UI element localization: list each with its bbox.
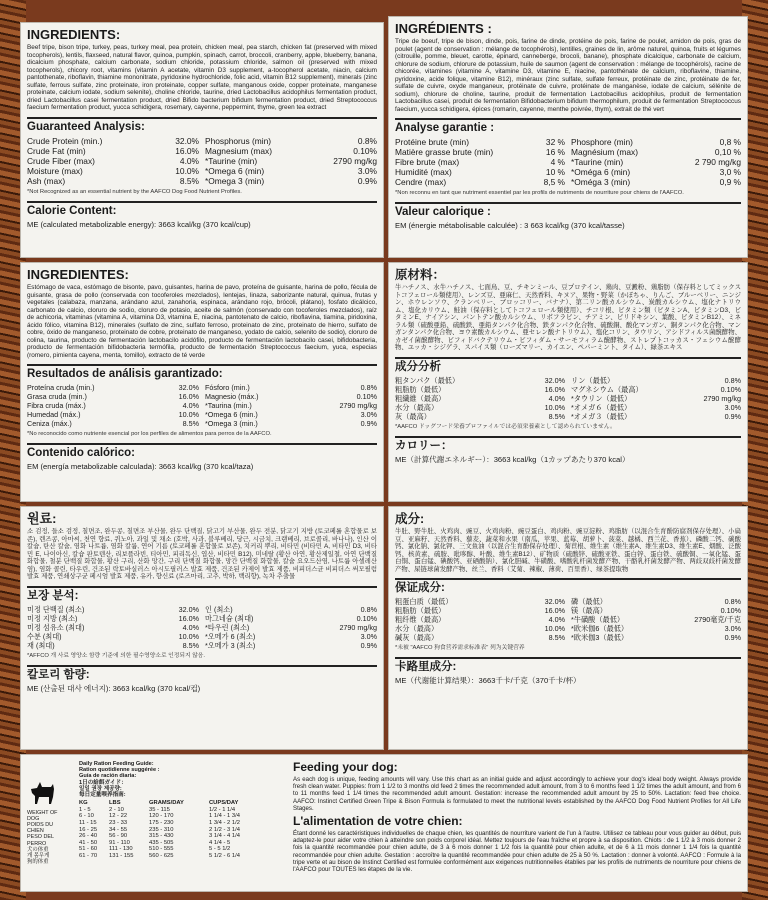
calorie-text-es: EM (energía metabolizable calculada): 3663 kcal/kg (370 kcal/taza)	[27, 462, 254, 471]
ga-table-ko	[27, 605, 377, 650]
ga-row: *오메가 6 (최소) 3.0%	[205, 631, 377, 641]
ga-row: 磷（最低） 0.8%	[571, 597, 741, 606]
spanish-panel	[20, 262, 384, 502]
ingredients-heading-ko: 원료:	[27, 511, 57, 526]
ga-row: 인 (최소) 0.8%	[205, 604, 377, 614]
ga-heading-ja: 成分分析	[395, 357, 741, 374]
ga-row: 미정 섬유소 (최대) 4.0%	[27, 622, 199, 632]
ga-row: マグネシウム（最高） 0.10%	[571, 384, 741, 394]
dog-weight-block	[27, 779, 61, 865]
ga-row: Crude Fat (min) 16.0%	[27, 145, 199, 156]
aafco-note-ko: *AFFCO 개 사료 영양소 함량 기준에 의한 필수영양소로 인정되지 않음.	[27, 652, 206, 659]
ga-row: Moisture (max) 10.0%	[27, 165, 199, 176]
guide-title: 1日の給餌ガイド：	[79, 779, 127, 786]
table-row: 16 - 25 34 - 55 235 - 310 2 1/2 - 3 1/4	[79, 826, 240, 833]
ga-heading-zh: 保证成分:	[395, 578, 741, 595]
ga-heading-fr: Analyse garantie :	[395, 118, 741, 135]
ga-row: 수분 (최대) 10.0%	[27, 631, 199, 641]
ga-row: *Omega 3 (min.) 0.9%	[205, 419, 377, 428]
ga-row: *Taurine (min) 2790 mg/kg	[205, 155, 377, 166]
table-header: KG LBS GRAMS/DAY CUPS/DAY	[79, 800, 239, 807]
calorie-heading-ko: 칼로리 함량:	[27, 665, 377, 682]
ingredients-text-zh: 牛肚、野牛肚、火鸡肉、豌豆、火鸡肉粉、豌豆蛋白、鸡肉粉、豌豆淀粉、鸡脂肪（以混合生育酚防腐剂保存处理）、小扁豆、亚麻籽、天然香料、藜麦、蔬菜和水果（南瓜、苹果、蓝莓、胡萝卜、菠菜、越橘、西兰花、香蕉）、磷酸二钙、碳酸钙、氯化钠、氯化钾、三文鱼油（以混合生育酚保存处理）、菊苣根、维生素（维生素A、维生素D3、维生素E、烟酸、泛酸钙、核黄素、硫胺、吡哆醇、叶酸、维生素B12）、矿物质（硫酸锌、硫酸亚铁、蛋白锌、蛋白铁、硫酸铜、一氧化锰、蛋白铜、蛋白锰、碘酸钙、亚硒酸钠）、氯化胆碱、牛磺酸、嗜酸乳杆菌发酵产物、干酪乳杆菌发酵产物、两歧双歧杆菌发酵产物、屎链球菌发酵产物、丝兰、香料（艾菊、辣椒、薄荷、百里香）、绿茶提取物	[395, 528, 741, 573]
ga-row: Protéine brute (min) 32 %	[395, 137, 565, 147]
table-row: 26 - 40 56 - 90 315 - 430 3 1/4 - 4 1/4	[79, 833, 240, 840]
ga-row: Magnésium (max) 0,10 %	[571, 147, 741, 157]
aafco-note-zh: *未被 "AAFCO 狗食营养需求标准表" 列为关键营养	[395, 645, 525, 651]
ga-table-en	[27, 136, 377, 186]
ga-row: *欧米伽6（最低） 3.0%	[571, 624, 741, 633]
ga-row: Humedad (máx.) 10.0%	[27, 410, 199, 419]
ingredients-text-en: Beef tripe, bison tripe, turkey, peas, turkey meal, pea protein, chicken meal, pea starch, chicken fat (preserved with mixed tocopherols), lentils, flaxseed, natural flavor, quinoa, pumpkin, spinach, carrot, broccoli, cranberry, apple, blueberry, banana, dicalcium phosphate, calcium carbonate, sodium chloride, potassium chloride, salmon oil (preserved with mixed tocopherols), chicory root, vitamins (vitamin A acetate, vitamin D3 supplement, a-tocopherol acetate, niacin, calcium pantothenate, riboflavin, thiamine mononitrate, pyridoxine hydrochloride, folic acid, vitamin B12 supplement), minerals (zinc sulfate, ferrous sulfate, zinc proteinate, iron proteinate, copper sulfate, manganous oxide, copper proteinate, manganese proteinate, calcium iodate, sodium selenite), choline chloride, taurine, dried Lactobacillus acidophilus fermentation product, dried Lactobacillus casei fermentation product, dried Bifido bacterium bifidum fermentation product, dried Streptococcus faecium fermentation product, yucca schidigera, rosemary, cayenne, peppermint, thyme, green tea extract	[27, 44, 377, 111]
english-panel	[20, 22, 384, 258]
chinese-panel	[388, 506, 748, 750]
ga-row: 粗タンパク（最低） 32.0%	[395, 375, 565, 385]
ga-row: Ash (max) 8.5%	[27, 175, 199, 186]
weight-label: POIDS DU CHIEN	[27, 822, 54, 835]
ga-row: 粗蛋白质（最低） 32.0%	[395, 597, 565, 606]
feeding-text-en: As each dog is unique, feeding amounts will vary. Use this chart as an initial guide and adjust accordingly to achieve your dog's ideal body weight. Always provide fresh clean water. Puppies: from 1 1/2 to 3 months old feed 2 times the recommended adult amount, from 3 to 6 months feed 1 1/2 times the adult amount, and from 6 to 11 months feed 1 1/4 times the recommended adult amount. Gestation: increase the recommended adult amount by 25 to 50%. Lactation: feed free choice. AAFCO: Instinct Certified Green Tripe & Bison Formula is formulated to meet the nutritional levels established by the AAFCO Dog Food Nutrient Profiles for All Life Stages.	[293, 776, 741, 812]
feeding-guide-table	[27, 761, 285, 892]
ga-row: Fibre brute (max) 4 %	[395, 157, 565, 167]
calorie-heading-ja: カロリー：	[395, 436, 741, 453]
ga-row: 미정 단백질 (최소) 32.0%	[27, 604, 199, 614]
japanese-panel	[388, 262, 748, 502]
guide-title: Daily Ration Feeding Guide:	[79, 761, 154, 767]
ga-row: 灰（最高） 8.5%	[395, 411, 565, 421]
ga-table-ja	[395, 376, 741, 421]
feeding-text-fr: Étant donné les caractéristiques individuelles de chaque chien, les quantités de nourriture varient de l'un à l'autre. Utilisez ce tableau pour vous guider au début, puis adaptez-le pour aider votre chien à atteindre son poids corporel idéal. Mettez toujours de l'eau fraîche et propre à sa disposition. Chiots : de 1 1/2 à 3 mois donner 2 fois la quantité recommandée pour chien adulte, de 3 à 6 mois donner 1 1/2 fois la quantité pour chien adulte, et de 6 à 11 mois donner 1 1/4 fois la quantité recommandée pour chien adulte. Gestation : accroître la quantité recommandée pour chien adulte de 25 à 50 %. Lactation : donner à volonté. AAFCO : Formule à la tripe verte et au bison de Instinct Certified est formulée conformément aux exigences nutritionnelles établies par les profils de nutriments de nourriture pour chiens de l'AAFCO pour TOUTES les étapes de la vie.	[293, 830, 741, 874]
calorie-text-ko: ME (산출된 대사 에너지): 3663 kcal/kg (370 kcal/컵)	[27, 683, 201, 693]
ga-row: *Oméga 6 (min) 3,0 %	[571, 167, 741, 177]
ga-row: Ceniza (máx.) 8.5%	[27, 419, 199, 428]
feeding-heading-en: Feeding your dog:	[293, 760, 398, 774]
ga-row: *Omega 3 (min) 0.9%	[205, 175, 377, 186]
ga-row: Phosphore (min) 0,8 %	[571, 137, 741, 147]
table-row: 41 - 50 91 - 110 435 - 505 4 1/4 - 5	[79, 839, 231, 846]
ga-row: 水分（最高） 10.0%	[395, 624, 565, 633]
calorie-text-fr: EM (énergie métabolisable calculée) : 3 663 kcal/kg (370 kcal/tasse)	[395, 221, 625, 230]
calorie-heading-en: Calorie Content:	[27, 201, 377, 218]
ga-row: *牛磺酸（最低） 2790毫克/千克	[571, 615, 741, 624]
ingredients-heading-ja: 原材料：	[395, 268, 446, 282]
ingredients-heading-en: INGREDIENTS:	[27, 27, 121, 42]
ingredients-heading-es: INGREDIENTES:	[27, 267, 129, 282]
guide-title: 일일 권장 제공량:	[79, 785, 122, 792]
ga-table-es	[27, 383, 377, 428]
ga-row: Grasa cruda (min.) 16.0%	[27, 392, 199, 401]
ga-row: Phosphorus (min) 0.8%	[205, 135, 377, 146]
table-row: 61 - 70 131 - 155 560 - 625 5 1/2 - 6 1/4	[79, 852, 240, 859]
ga-row: 粗脂肪（最低） 16.0%	[395, 384, 565, 394]
weight-label: 개 몸무게	[27, 853, 50, 860]
table-row: 1 - 5 2 - 10 35 - 115 1/2 - 1 1/4	[79, 806, 236, 813]
calorie-heading-fr: Valeur calorique :	[395, 202, 741, 219]
ga-row: *Oméga 3 (min) 0,9 %	[571, 177, 741, 187]
ga-row: 粗纤维（最高） 4.0%	[395, 615, 565, 624]
ga-row: Magnesium (max) 0.10%	[205, 145, 377, 156]
ga-row: 粗脂肪（最低） 16.0%	[395, 606, 565, 615]
ga-row: *オメガ６（最低） 3.0%	[571, 402, 741, 412]
weight-label: 犬の体重	[27, 846, 49, 853]
ga-row: 碱灰（最高） 8.5%	[395, 633, 565, 642]
table-row: 51 - 60 111 - 130 510 - 555 5 - 5 1/2	[79, 846, 231, 853]
feeding-heading-fr: L'alimentation de votre chien:	[293, 814, 463, 829]
ga-row: 재 (최대) 8.5%	[27, 640, 199, 650]
ga-row: Matière grasse brute (min) 16 %	[395, 147, 565, 157]
ga-row: *Taurine (min) 2 790 mg/kg	[571, 157, 741, 167]
ingredients-text-fr: Tripe de boeuf, tripe de bison, dinde, pois, farine de dinde, protéine de pois, farine de poulet, amidon de pois, gras de poulet (agent de conservation : mélange de tocophérols), lentilles, graines de lin, arôme naturel, quinoa, fruits et légumes (citrouille, pomme, bleuet, carotte, épinard, canneberge, brocoli, banane), phosphate dicalcique, carbonate de calcium, chlorure de sodium, chlorure de potassium, huile de saumon (agent de conservation : mélange de tocophérols), racine de chicorée, vitamines (vitamine A, vitamine D3, vitamine E, niacine, pantothénate de calcium, riboflavine, thiamine, pyridoxine, acide folique, vitamine B12), minéraux (zinc sulfate, sulfate ferreux, protéinate de zinc, protéinate de fer, sulfate de cuivre, oxyde manganeux, protéinate de cuivre, protéinate de manganèse, iodate de calcium, sélénite de sodium), chlorure de choline, taurine, produit de fermentation Lactobacillus acidophilus, produit de fermentation Lactobacillus casei, produit de fermentation Bifidobacterium bifidum thermophilum, produit de fermentation Streptococcus faecium, yucca schidigera, épices (romarin, cayenne, menthe poivrée, thym), extrait de thé vert	[395, 38, 741, 113]
ga-row: 마그네슘 (최대) 0.10%	[205, 613, 377, 623]
calorie-text-ja: ME（計算代謝エネルギー）：3663 kcal/kg（1カップあたり370 kcal）	[395, 454, 630, 464]
aafco-note-ja: *AAFCO ドッグフード栄養プロファイルでは必須栄養素として認められていません。	[395, 423, 616, 430]
ga-row: Magnesio (máx.) 0.10%	[205, 392, 377, 401]
aafco-note-en: *Not Recognized as an essential nutrient by the AAFCO Dog Food Nutrient Profiles.	[27, 188, 242, 195]
ga-row: Humidité (max) 10 %	[395, 167, 565, 177]
feeding-panel	[20, 754, 748, 892]
ga-row: Proteína cruda (min.) 32.0%	[27, 383, 199, 392]
ingredients-text-ko: 소 검정, 들소 검정, 칠면조, 완두콩, 칠면조 부산물, 완두 단백질, 닭고기 부산물, 완두 전분, 닭고기 지방 (토코페롤 혼합물로 보존), 렌즈콩, 아마씨, 천연 향료, 퀴노아, 과일 및 채소 (호박, 사과, 블루베리, 당근, 시금치, 크랜베리, 브로콜리, 바나나), 인산 이칼슘, 탄산 칼슘, 염화 나트륨, 염화 칼륨, 연어 기름 (토코페롤 혼합물로 보존), 치커리 뿌리, 비타민 (비타민 A, 비타민 D3, 비타민 E, 나이아신, 칼슘 판토텐산, 리보플라빈, 티아민, 피리독신, 엽산, 비타민 B12), 미네랄 (황산 아연, 황산제일철, 아연 단백질 화합물, 철분 단백질 화합물, 황산 구리, 산화 망간, 구리 단백질 화합물, 망간 단백질 화합물, 칼슘 요오드산염, 나트륨 아셀레산염), 염화 콜린, 타우린, 건조된 락토바실러스 아시도필러스 발효 제품, 건조된 카제이 발효 제품, 비피더스균 비피더스 써모필럼 발효 제품, 연쇄상구균 페시엄 발효 제품, 유카, 향신료 (로즈마리, 고추, 박하, 백리향), 녹차 추출물	[27, 528, 377, 580]
weight-label: PESO DEL PERRO	[27, 834, 54, 847]
dog-icon	[27, 779, 57, 805]
ga-row: Cendre (max) 8,5 %	[395, 177, 565, 187]
ga-row: *Omega 6 (min) 3.0%	[205, 165, 377, 176]
ga-row: 镁（最高） 0.10%	[571, 606, 741, 615]
ga-row: Fibra cruda (máx.) 4.0%	[27, 401, 199, 410]
ga-row: *타우린 (최소) 2790 mg/kg	[205, 622, 377, 632]
feeding-instructions	[293, 760, 741, 873]
weight-label: 狗的体重	[27, 859, 49, 866]
ga-row: *Omega 6 (min.) 3.0%	[205, 410, 377, 419]
table-row: 6 - 10 12 - 22 120 - 170 1 1/4 - 1 3/4	[79, 813, 240, 820]
ga-row: *오메가 3 (최소) 0.9%	[205, 640, 377, 650]
calorie-heading-es: Contenido calórico:	[27, 443, 377, 460]
ga-heading-en: Guaranteed Analysis:	[27, 117, 377, 134]
table-row: 11 - 15 23 - 33 175 - 230 1 3/4 - 2 1/2	[79, 820, 240, 826]
guide-title: Ration quotidienne suggérée :	[79, 767, 160, 774]
ga-table-fr	[395, 137, 741, 187]
ga-row: *オメガ３（最低） 0.9%	[571, 411, 741, 421]
ga-table-zh	[395, 597, 741, 642]
calorie-text-en: ME (calculated metabolizable energy): 3663 kcal/kg (370 kcal/cup)	[27, 219, 251, 229]
ga-row: 水分（最高） 10.0%	[395, 402, 565, 412]
guide-title: Guía de ración diaria:	[79, 773, 137, 780]
french-panel	[388, 16, 748, 258]
ga-heading-ko: 보장 분석:	[27, 586, 377, 603]
ga-heading-es: Resultados de análisis garantizado:	[27, 364, 377, 381]
ga-row: Fósforo (min.) 0.8%	[205, 383, 377, 392]
korean-panel	[20, 506, 384, 750]
calorie-heading-zh: 卡路里成分:	[395, 657, 741, 674]
ga-row: *タウリン（最低） 2790 mg/kg	[571, 393, 741, 403]
ingredients-heading-zh: 成分:	[395, 512, 425, 526]
ingredients-text-es: Estómago de vaca, estómago de bisonte, pavo, guisantes, harina de pavo, proteína de guisante, harina de pollo, fécula de guisante, grasa de pollo (conservada con tocoferoles mezclados), lentejas, linaza, saborizante natural, quinua, frutas y vegetales (calabaza, manzana, arándano azul, zanahoria, espinaca, arándano rojo, brócoli, plátano), fosfato dicálcico, carbonato de calcio, cloruro de sodio, cloruro de potasio, aceite de salmón (conservado con tocoferoles mezclados), raíz de achicoria, vitaminas (vitamina A, vitamina D3, vitamina E, niacina, pantotenato de calcio, riboflavina, tiamina, piridoxina, ácido fólico, vitamina B12), minerales (sulfato de zinc, sulfato ferroso, proteinato de zinc, proteinato de hierro, sulfato de cobre, óxido de manganeso, proteinato de cobre, proteinato de manganeso, yodato de calcio, selenito de sodio), cloruro de colina, taurina, producto de fermentación lactobacilo acidófilo, producto de fermentación lactobacilo casei, bifidobacteria, producto de fermentación bifidobacteria termófila, producto de fermentación Streptococcus faecium, yuca, especias (romero, pimienta cayena, menta, tomillo), extracto de té verde	[27, 284, 377, 359]
ingredients-heading-fr: INGRÉDIENTS :	[395, 21, 492, 36]
ga-row: Crude Fiber (max) 4.0%	[27, 155, 199, 166]
aafco-note-fr: *Non reconnu en tant que nutriment essentiel par les profils de nutriments de nourriture pour chiens de l'AAFCO.	[395, 190, 684, 196]
ga-row: 미정 지방 (최소) 16.0%	[27, 613, 199, 623]
ga-row: Crude Protein (min.) 32.0%	[27, 135, 199, 146]
weight-label: WEIGHT OF DOG	[27, 809, 58, 822]
calorie-text-zh: ME（代谢能计算结果）：3663千卡/千克（370千卡/杯）	[395, 676, 581, 685]
aafco-note-es: *No reconocido como nutriente esencial por los perfiles de alimentos para perros de la AAFCO.	[27, 431, 272, 437]
ingredients-text-ja: 牛ハチノス、水牛ハチノス、七面鳥、豆、チキンミール、豆プロテイン、鶏肉、豆澱粉、鶏脂肪（保存料としてミックストコフェロール類使用）、レンズ豆、亜麻仁、天然香料、キヌア、果物・野菜（かぼちゃ、りんご、ブルーベリー、ニンジン、ホウレンソウ、クランベリー、ブロッコリー、バナナ）、第二リン酸カルシウム、炭酸カルシウム、塩化ナトリウム、塩化カリウム、鮭油（保存料としてトコフェロール類使用）、チコリ根、ビタミン類（ビタミンA、ビタミンD3、ビタミンE、ナイアシン、パントテン酸カルシウム、リボフラビン、チアミン、ピリドキシン、葉酸、ビタミンB12）、ミネラル類（硫酸亜鉛、硫酸鉄、亜鉛タンパク化合物、鉄タンパク化合物、硫酸銅、酸化マンガン、銅タンパク化合物、マンガンタンパク化合物、ヨウ素酸カルシウム、亜セレン酸ナトリウム）、塩化コリン、タウリン、アシドフィルス菌醗酵物、カゼイ菌醗酵物、ビフィドバクテリウム・ビフィダム・サーモフィラム醗酵物、ストレプトコッカス・フェシウム醗酵物、ユッカ・シジゲラ、スパイス類（ローズマリー、カイエン、ペパーミント、タイム）、緑茶エキス	[395, 284, 741, 351]
ga-row: リン（最低） 0.8%	[571, 375, 741, 385]
ga-row: *Taurina (min.) 2790 mg/kg	[205, 401, 377, 410]
ga-row: *欧米伽3（最低） 0.9%	[571, 633, 741, 642]
guide-title: 每日定量喂养指南:	[79, 792, 126, 799]
ga-row: 粗繊維（最高） 4.0%	[395, 393, 565, 403]
